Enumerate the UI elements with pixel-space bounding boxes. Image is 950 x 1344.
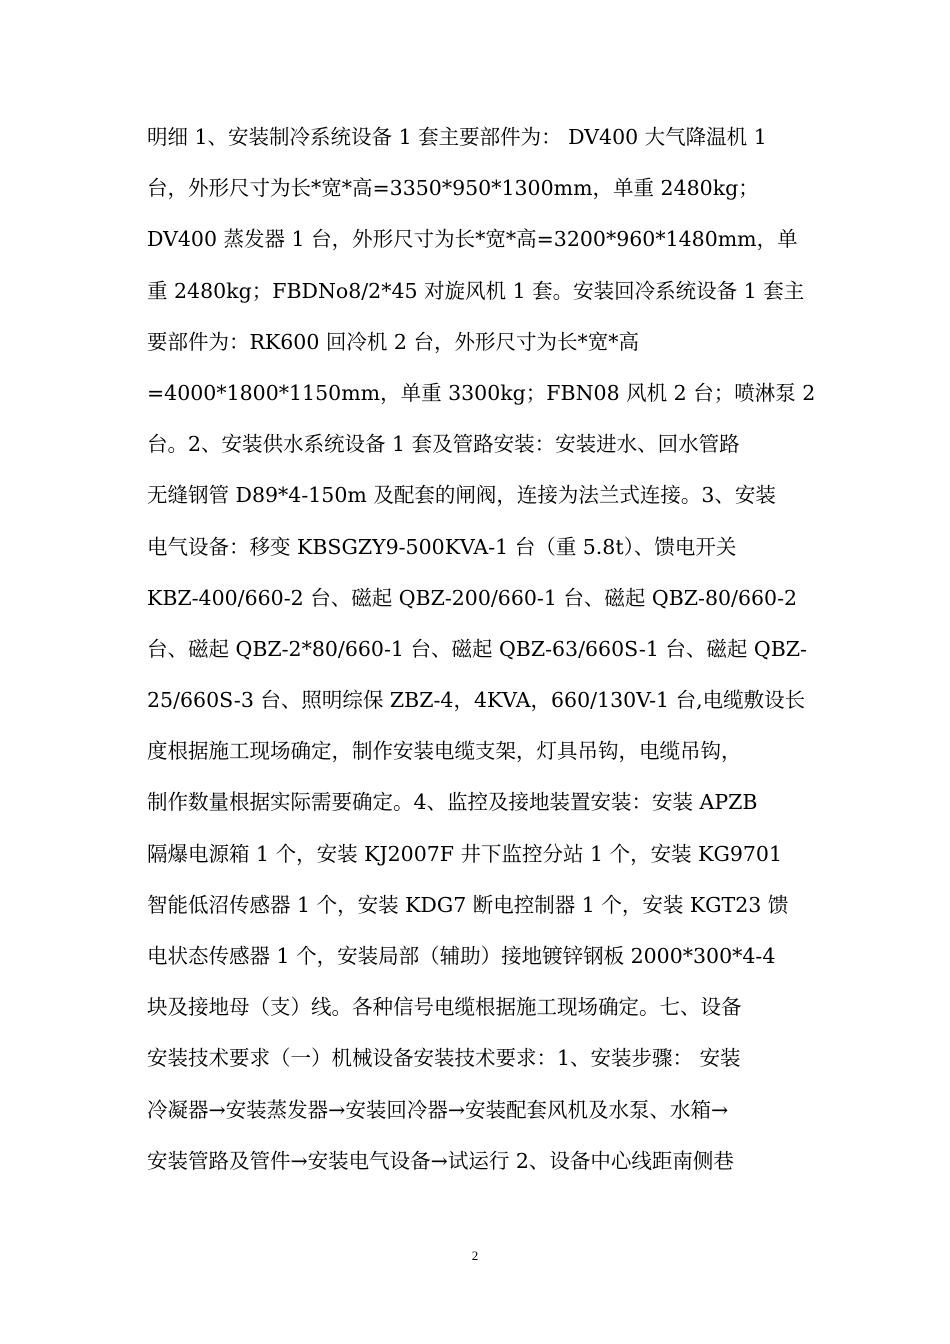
- text-line: 智能低沼传感器 1 个，安装 KDG7 断电控制器 1 个，安装 KGT23 馈: [147, 892, 789, 917]
- text-line: 要部件为：RK600 回冷机 2 台，外形尺寸为长*宽*高: [147, 329, 639, 354]
- text-line: 冷凝器→安装蒸发器→安装回冷器→安装配套风机及水泵、水箱→: [147, 1097, 729, 1122]
- text-line: 重 2480kg；FBDNo8/2*45 对旋风机 1 套。安装回冷系统设备 1 套主: [147, 278, 805, 303]
- text-line: 块及接地母（支）线。各种信号电缆根据施工现场确定。七、设备: [147, 995, 742, 1020]
- text-line: 度根据施工现场确定，制作安装电缆支架，灯具吊钩，电缆吊钩，: [147, 739, 742, 764]
- text-line: 台。2、安装供水系统设备 1 套及管路安装：安装进水、回水管路: [147, 432, 740, 457]
- text-line: 电状态传感器 1 个，安装局部（辅助）接地镀锌钢板 2000*300*4-4: [147, 944, 776, 968]
- page-number: 2: [471, 1248, 479, 1263]
- text-line: 台，外形尺寸为长*宽*高=3350*950*1300mm，单重 2480kg；: [147, 176, 759, 201]
- text-line: 25/660S-3 台、照明综保 ZBZ-4，4KVA，660/130V-1 台,电缆敷设长: [147, 688, 806, 713]
- text-line: 明细 1、安装制冷系统设备 1 套主要部件为： DV400 大气降温机 1: [147, 125, 767, 149]
- text-line: 制作数量根据实际需要确定。4、监控及接地装置安装：安装 APZB: [147, 790, 758, 815]
- text-line: KBZ-400/660-2 台、磁起 QBZ-200/660-1 台、磁起 QBZ-80/660-2: [147, 585, 798, 610]
- text-line: 安装管路及管件→安装电气设备→试运行 2、设备中心线距南侧巷: [147, 1148, 734, 1173]
- text-line: DV400 蒸发器 1 台，外形尺寸为长*宽*高=3200*960*1480mm，单: [147, 227, 798, 252]
- text-line: 电气设备：移变 KBSGZY9-500KVA-1 台（重 5.8t）、馈电开关: [147, 534, 737, 559]
- body-text: [147, 118, 816, 1193]
- text-line: =4000*1800*1150mm，单重 3300kg；FBN08 风机 2 台；喷淋泵 2: [147, 380, 816, 405]
- text-line: 无缝钢管 D89*4-150m 及配套的闸阀，连接为法兰式连接。3、安装: [147, 483, 776, 508]
- text-line: 台、磁起 QBZ-2*80/660-1 台、磁起 QBZ-63/660S-1 台、磁起 QBZ-: [147, 636, 807, 661]
- text-line: 安装技术要求（一）机械设备安装技术要求：1、安装步骤： 安装: [147, 1046, 741, 1071]
- text-line: 隔爆电源箱 1 个，安装 KJ2007F 井下监控分站 1 个，安装 KG9701: [147, 841, 782, 866]
